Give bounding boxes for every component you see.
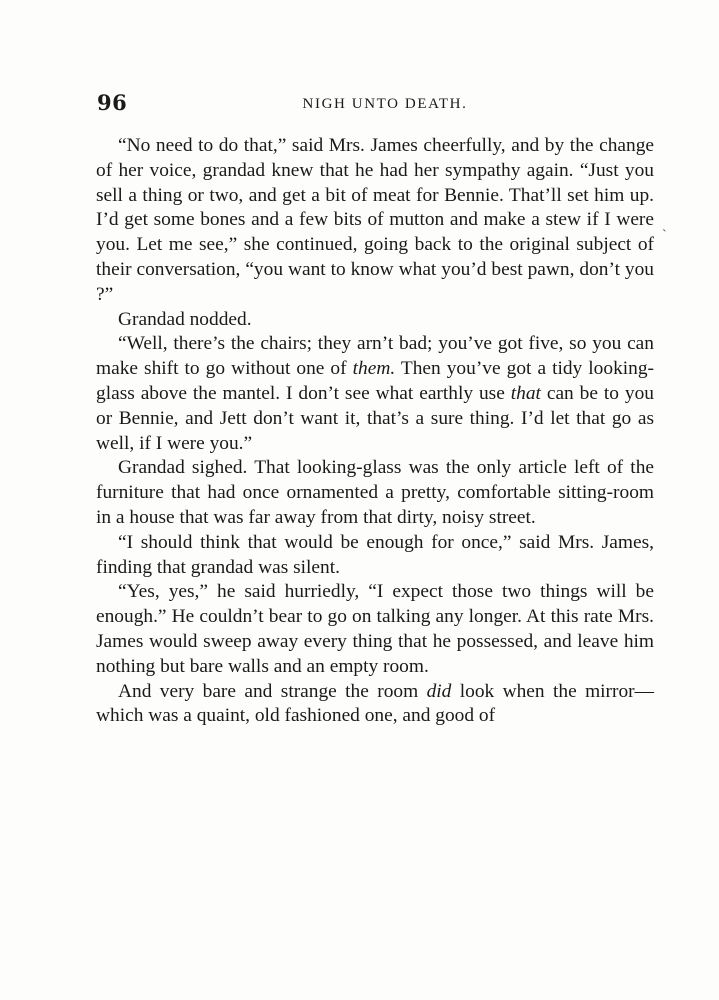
text-segment: look when the mirror—which was a quaint, old fashioned one, and good of [96,680,654,727]
text-segment: “Well, there’s the chairs; they arn’t bad; you’ve got five, so you can make shift to go without one of [96,333,654,380]
paragraph [96,134,654,308]
text-segment: can be to you or Bennie, and Jett don’t want it, that’s a sure thing. I’d let that go as well, if I were you.” [96,382,654,454]
text-segment: Grandad nodded. [118,308,252,330]
paragraph [96,531,654,581]
stray-mark: ˋ [662,228,667,243]
text-segment: Then you’ve got a tidy looking-glass above the mantel. I don’t see what earthly use [96,358,654,404]
text-segment: Grandad sighed. That looking-glass was the only article left of the furniture that had once ornamented a pretty, comfortable sitting-room in a house that was far away from that dirty, noisy street. [96,457,654,528]
text-segment: “I should think that would be enough for once,” said Mrs. James, finding that grandad was silent. [96,531,654,578]
italic-text-segment: did [426,680,452,702]
paragraph [96,308,654,333]
text-segment: And very bare and strange the room [118,680,427,702]
paragraph [96,332,654,456]
paragraph [96,680,654,730]
page-header [97,90,653,124]
paragraph [96,580,654,679]
italic-text-segment: them. [352,358,396,380]
paragraph [96,456,654,530]
italic-text-segment: that [510,382,541,404]
text-segment: “Yes, yes,” he said hurriedly, “I expect those two things will be enough.” He couldn’t bear to go on talking any longer. At this rate Mrs. James would sweep away every thing that he possessed, and leave him nothing but bare walls and an empty room. [96,581,654,677]
text-segment: “No need to do that,” said Mrs. James cheerfully, and by the change of her voice, grandad knew that he had her sympathy again. “Just you sell a thing or two, and get a bit of meat for Bennie. That’ll set him up. I’d get some bones and a few bits of mutton and make a stew if I were you. Let me see,” she continued, going back to the original subject of their conversation, “you want to know what you’d best pawn, don’t you ?” [96,135,654,305]
body-text [96,134,654,729]
running-title: NIGH UNTO DEATH. [302,96,468,112]
page-number: 96 [97,90,128,115]
